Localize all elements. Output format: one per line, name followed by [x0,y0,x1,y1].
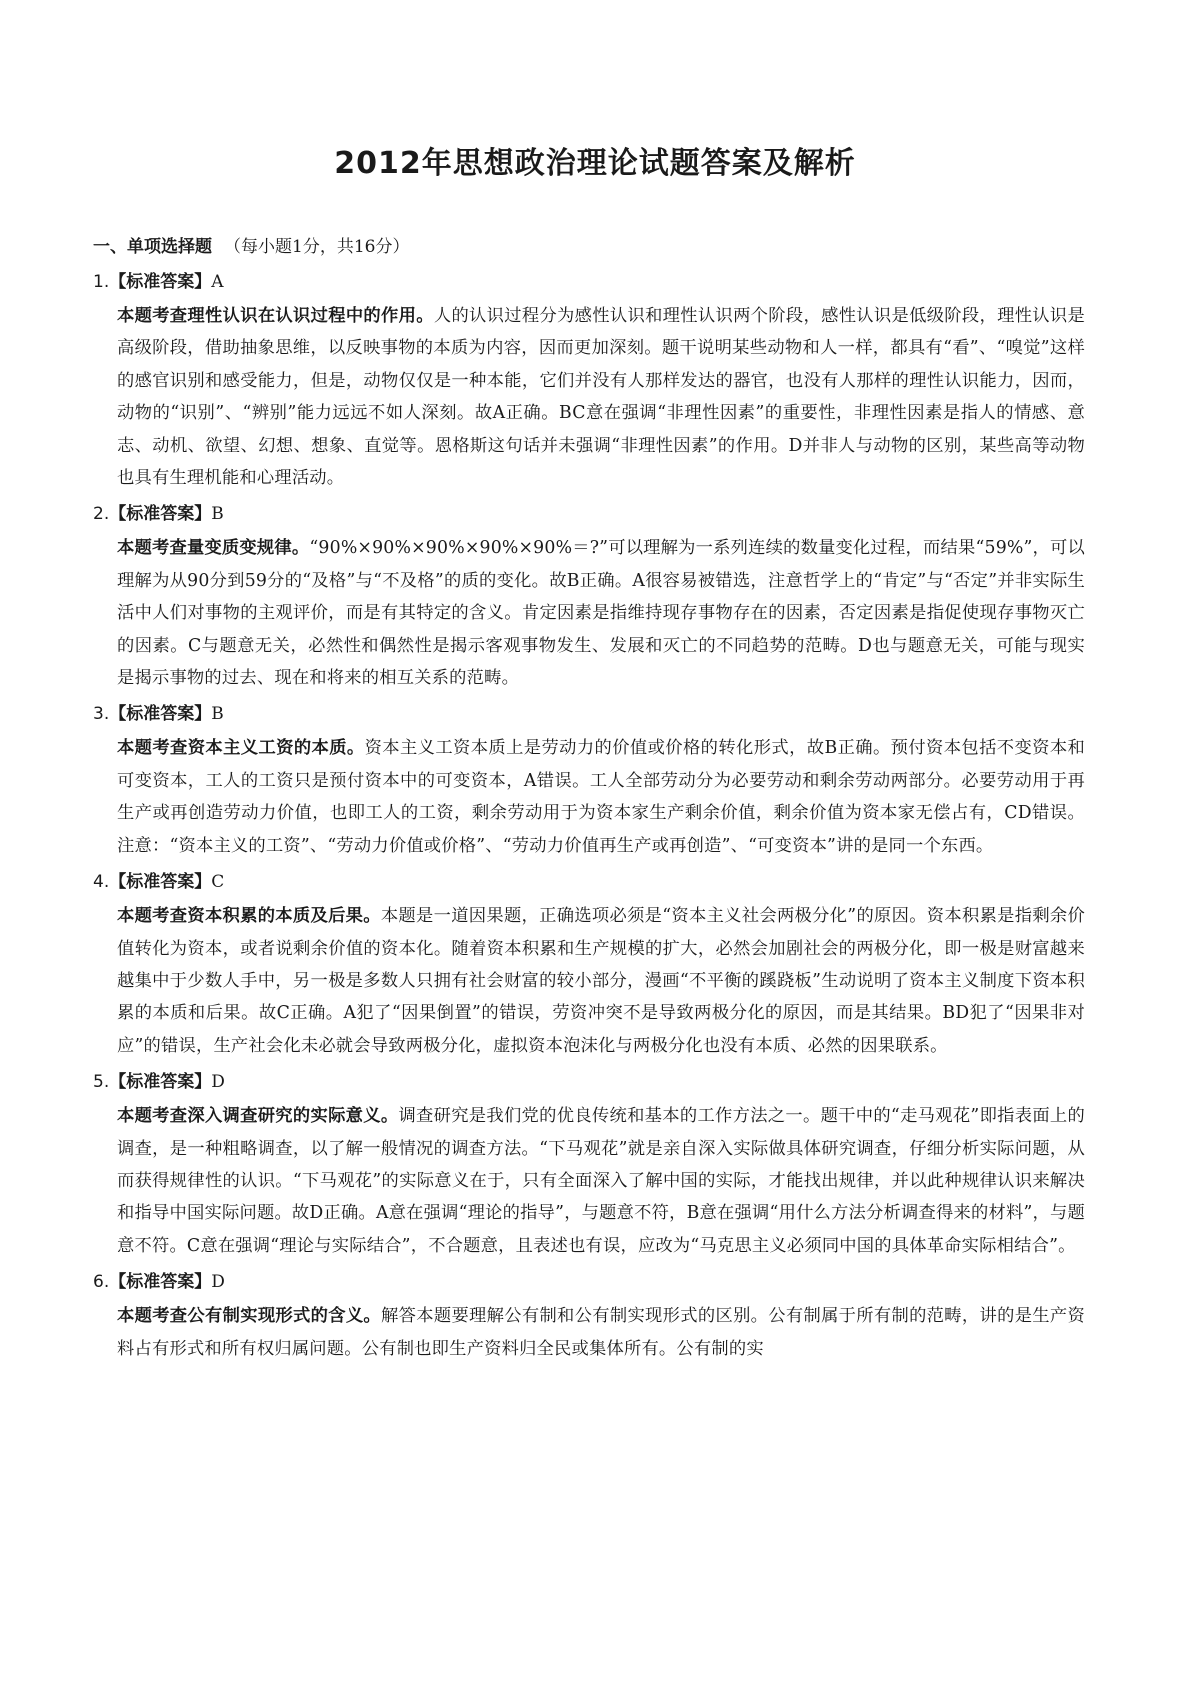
explanation-text: 调查研究是我们党的优良传统和基本的工作方法之一。题干中的“走马观花”即指表面上的调查，是一种粗略调查，以了解一般情况的调查方法。“下马观花”就是亲自深入实际做具体研究调查，仔细分析实际问题，从而获得规律性的认识。“下马观花”的实际意义在于，只有全面深入了解中国的实际，才能找出规律，并以此种规律认识来解决和指导中国实际问题。故D正确。A意在强调“理论的指导”，与题意不符，B意在强调“用什么方法分析调查得来的材料”，与题意不符。C意在强调“理论与实际结合”，不合题意，且表述也有误，应改为“马克思主义必须同中国的具体革命实际相结合”。 [117,1106,1086,1256]
explanation-text: 资本主义工资本质上是劳动力的价值或价格的转化形式，故B正确。预付资本包括不变资本和可变资本，工人的工资只是预付资本中的可变资本，A错误。工人全部劳动分为必要劳动和剩余劳动两部分。必要劳动用于再生产或再创造劳动力价值，也即工人的工资，剩余劳动用于为资本家生产剩余价值，剩余价值为资本家无偿占有，CD错误。注意：“资本主义的工资”、“劳动力价值或价格”、“劳动力价值再生产或再创造”、“可变资本”讲的是同一个东西。 [117,738,1085,856]
explanation-lead: 本题考查资本积累的本质及后果。 [117,906,381,927]
answer-line [93,700,1085,728]
question-item-6 [93,1268,1085,1365]
explanation-lead: 本题考查量变质变规律。 [117,538,310,559]
question-number: 3. [93,704,110,725]
section-heading [93,234,1085,260]
question-number: 6. [93,1272,110,1293]
answer-value: C [211,872,225,893]
answer-value: B [211,704,224,725]
answer-label: 【标准答案】 [109,704,212,725]
explanation-text: 人的认识过程分为感性认识和理性认识两个阶段，感性认识是低级阶段，理性认识是高级阶段，借助抽象思维，以反映事物的本质为内容，因而更加深刻。题干说明某些动物和人一样，都具有“看”、“嗅觉”这样的感官识别和感受能力，但是，动物仅仅是一种本能，它们并没有人那样发达的器官，也没有人那样的理性认识能力，因而，动物的“识别”、“辨别”能力远远不如人深刻。故A正确。BC意在强调“非理性因素”的重要性，非理性因素是指人的情感、意志、动机、欲望、幻想、想象、直觉等。恩格斯这句话并未强调“非理性因素”的作用。D并非人与动物的区别，某些高等动物也具有生理机能和心理活动。 [117,306,1085,489]
explanation-lead: 本题考查深入调查研究的实际意义。 [117,1106,399,1127]
answer-label: 【标准答案】 [109,504,212,525]
section-heading-text: 一、单项选择题 [93,237,212,257]
answer-value: D [211,1272,225,1293]
answer-value: D [211,1072,225,1093]
question-item-3 [93,700,1085,862]
answer-value: B [211,504,224,525]
question-number: 2. [93,504,110,525]
explanation-lead: 本题考查资本主义工资的本质。 [117,738,365,759]
answer-label: 【标准答案】 [109,872,212,893]
question-number: 5. [93,1072,110,1093]
question-number: 1. [93,272,110,292]
question-item-4 [93,868,1085,1062]
answer-line [93,868,1085,896]
answer-label: 【标准答案】 [109,272,212,292]
explanation [117,1100,1085,1262]
answer-line [93,1068,1085,1096]
page-title: 2012年思想政治理论试题答案及解析 [334,146,856,181]
explanation-lead: 本题考查理性认识在认识过程中的作用。 [117,306,434,326]
answer-line [93,500,1085,528]
question-item-1 [93,268,1085,494]
explanation-lead: 本题考查公有制实现形式的含义。 [117,1306,382,1327]
explanation-text: 本题是一道因果题，正确选项必须是“资本主义社会两极分化”的原因。资本积累是指剩余价值转化为资本，或者说剩余价值的资本化。随着资本积累和生产规模的扩大，必然会加剧社会的两极分化，即一极是财富越来越集中于少数人手中，另一极是多数人只拥有社会财富的较小部分，漫画“不平衡的蹊跷板”生动说明了资本主义制度下资本积累的本质和后果。故C正确。A犯了“因果倒置”的错误，劳资冲突不是导致两极分化的原因，而是其结果。BD犯了“因果非对应”的错误，生产社会化未必就会导致两极分化，虚拟资本泡沫化与两极分化也没有本质、必然的因果联系。 [117,906,1085,1056]
answer-label: 【标准答案】 [109,1272,212,1293]
explanation [117,732,1085,862]
explanation [117,532,1085,694]
question-item-2 [93,500,1085,694]
explanation-text: 解答本题要理解公有制和公有制实现形式的区别。公有制属于所有制的范畴，讲的是生产资料占有形式和所有权归属问题。公有制也即生产资料归全民或集体所有。公有制的实 [117,1306,1085,1359]
answer-line [93,268,1085,296]
answer-label: 【标准答案】 [109,1072,212,1093]
explanation [117,900,1085,1062]
explanation-text: “90%×90%×90%×90%×90%＝?”可以理解为一系列连续的数量变化过程，而结果“59%”，可以理解为从90分到59分的“及格”与“不及格”的质的变化。故B正确。A很容易被错选，注意哲学上的“肯定”与“否定”并非实际生活中人们对事物的主观评价，而是有其特定的含义。肯定因素是指维持现存事物存在的因素，否定因素是指促使现存事物灭亡的因素。C与题意无关，必然性和偶然性是揭示客观事物发生、发展和灭亡的不同趋势的范畴。D也与题意无关，可能与现实是揭示事物的过去、现在和将来的相互关系的范畴。 [117,538,1086,689]
explanation [117,300,1085,494]
explanation [117,1300,1085,1365]
answer-line [93,1268,1085,1296]
question-item-5 [93,1068,1085,1262]
section-note: （每小题1分，共16分） [224,237,410,257]
answer-value: A [211,272,224,292]
question-number: 4. [93,872,110,893]
